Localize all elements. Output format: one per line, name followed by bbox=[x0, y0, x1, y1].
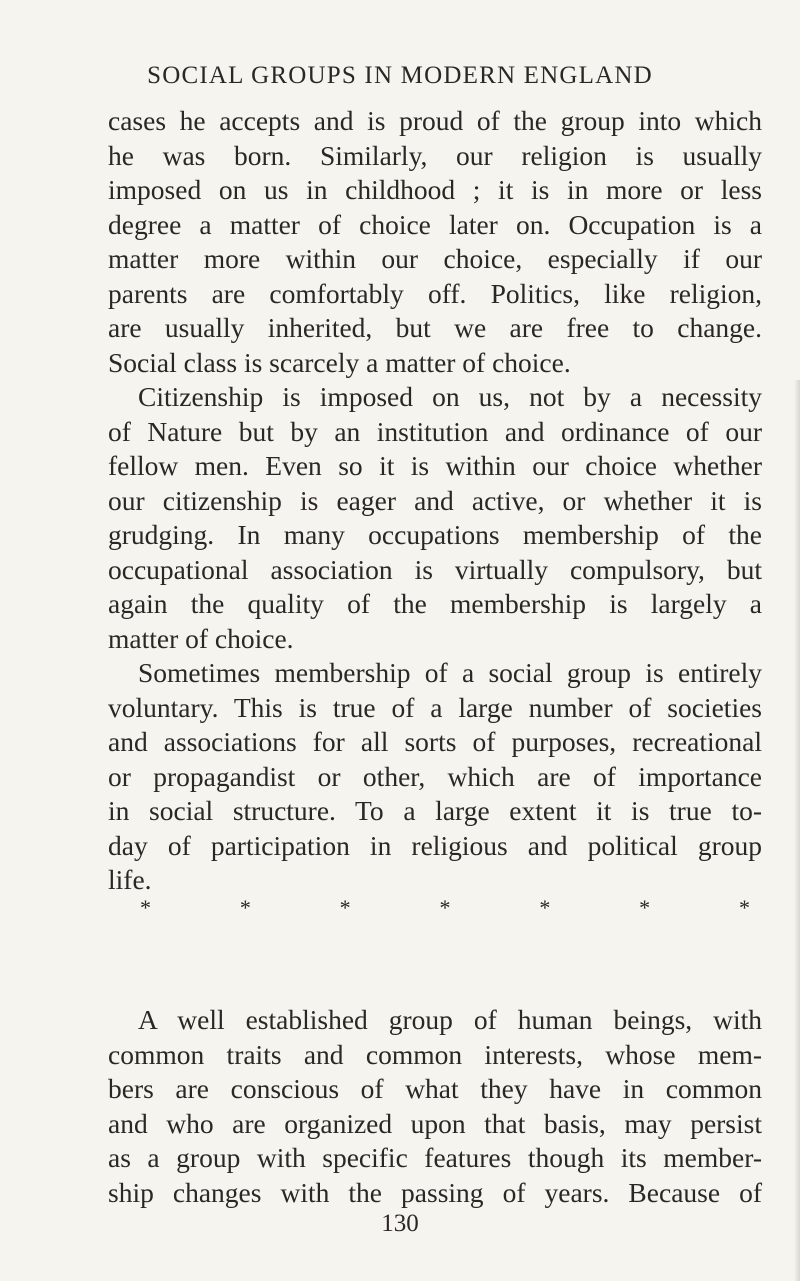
text-line: parents are comfortably off. Politics, like religion, bbox=[108, 277, 762, 309]
text-line: as a group with specific features though its member- bbox=[108, 1142, 762, 1173]
page-edge-shadow bbox=[794, 380, 800, 1281]
text-line: occupational association is virtually compulsory, but bbox=[108, 553, 762, 585]
asterisk: * bbox=[539, 895, 551, 920]
text-line: day of participation in religious and political group bbox=[108, 829, 762, 861]
asterisk: * bbox=[140, 895, 151, 920]
text-line: grudging. In many occupations membership of the bbox=[108, 519, 762, 550]
paragraph-4 bbox=[108, 1003, 762, 1210]
paragraph-3 bbox=[108, 656, 762, 898]
page-number: 130 bbox=[381, 1210, 419, 1237]
text-line: he was born. Similarly, our religion is usually bbox=[108, 139, 762, 171]
asterisk: * bbox=[639, 895, 651, 920]
text-line: life. bbox=[108, 864, 152, 895]
text-line: and who are organized upon that basis, may persist bbox=[108, 1107, 762, 1139]
paragraph-1 bbox=[108, 104, 762, 380]
text-line: again the quality of the membership is largely a bbox=[108, 588, 762, 619]
text-line: cases he accepts and is proud of the group into which bbox=[108, 105, 762, 136]
text-line: matter more within our choice, especially if our bbox=[108, 243, 762, 274]
running-head: SOCIAL GROUPS IN MODERN ENGLAND bbox=[147, 62, 653, 89]
asterisk: * bbox=[239, 895, 251, 920]
section-break bbox=[140, 897, 750, 919]
text-line: or propagandist or other, which are of importance bbox=[108, 760, 762, 792]
text-line: ship changes with the passing of years. Because of bbox=[108, 1176, 762, 1208]
paragraph-2 bbox=[108, 380, 762, 656]
text-line: Sometimes membership of a social group is entirely bbox=[138, 657, 762, 688]
asterisk: * bbox=[439, 895, 451, 920]
text-line: voluntary. This is true of a large number of societies bbox=[108, 691, 762, 723]
text-line: common traits and common interests, whose mem- bbox=[108, 1038, 762, 1070]
asterisk: * bbox=[738, 895, 750, 920]
asterisk: * bbox=[339, 895, 351, 920]
text-line: imposed on us in childhood ; it is in more or less bbox=[108, 174, 762, 205]
text-line: Social class is scarcely a matter of choice. bbox=[108, 346, 571, 378]
text-line: fellow men. Even so it is within our choice whether bbox=[108, 450, 762, 481]
text-line: matter of choice. bbox=[108, 622, 294, 654]
text-line: are usually inherited, but we are free to change. bbox=[108, 312, 762, 343]
text-line: degree a matter of choice later on. Occupation is a bbox=[108, 208, 762, 240]
text-line: of Nature but by an institution and ordinance of our bbox=[108, 415, 762, 447]
text-line: Citizenship is imposed on us, not by a necessity bbox=[138, 381, 762, 412]
text-line: and associations for all sorts of purposes, recreational bbox=[108, 726, 762, 757]
text-line: bers are conscious of what they have in common bbox=[108, 1073, 762, 1104]
text-line: in social structure. To a large extent it is true to- bbox=[108, 795, 762, 826]
text-line: our citizenship is eager and active, or whether it is bbox=[108, 484, 762, 516]
text-line: A well established group of human beings, with bbox=[138, 1004, 762, 1035]
